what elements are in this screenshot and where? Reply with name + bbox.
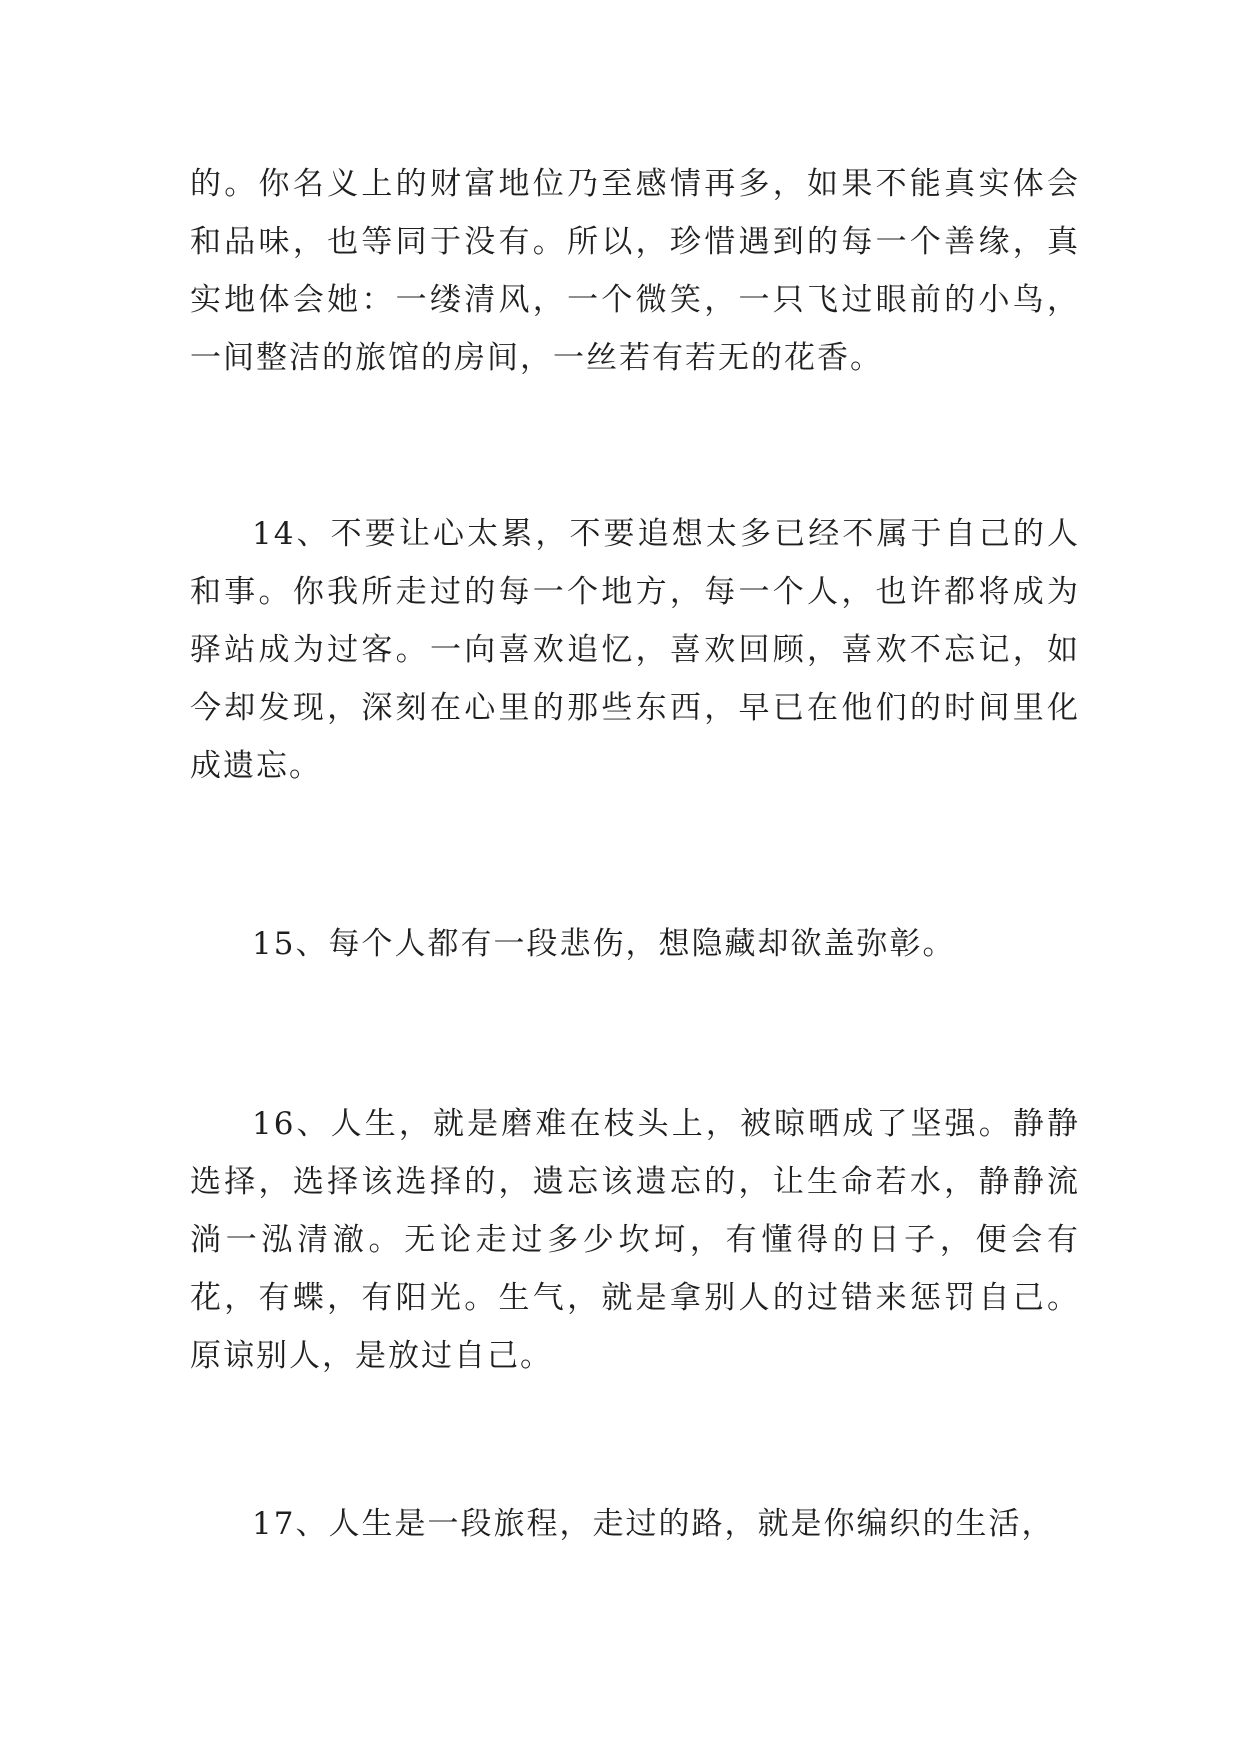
paragraph-16: 16、人生，就是磨难在枝头上，被晾晒成了坚强。静静选择，选择该选择的，遗忘该遗忘的，让生命若水，静静流淌一泓清澈。无论走过多少坎坷，有懂得的日子，便会有花，有蝶，有阳光。生气，就是拿别人的过错来惩罚自己。原谅别人，是放过自己。 <box>190 1106 1080 1374</box>
paragraph-continuation: 的。你名义上的财富地位乃至感情再多，如果不能真实体会和品味，也等同于没有。所以，珍惜遇到的每一个善缘，真实地体会她：一缕清风，一个微笑，一只飞过眼前的小鸟，一间整洁的旅馆的房间，一丝若有若无的花香。 <box>190 166 1080 376</box>
paragraph-15: 15、每个人都有一段悲伤，想隐藏却欲盖弥彰。 <box>252 926 956 962</box>
paragraph-17: 17、人生是一段旅程，走过的路，就是你编织的生活， <box>252 1506 1055 1542</box>
paragraph-14: 14、不要让心太累，不要追想太多已经不属于自己的人和事。你我所走过的每一个地方，每一个人，也许都将成为驿站成为过客。一向喜欢追忆，喜欢回顾，喜欢不忘记，如今却发现，深刻在心里的那些东西，早已在他们的时间里化成遗忘。 <box>190 516 1080 784</box>
